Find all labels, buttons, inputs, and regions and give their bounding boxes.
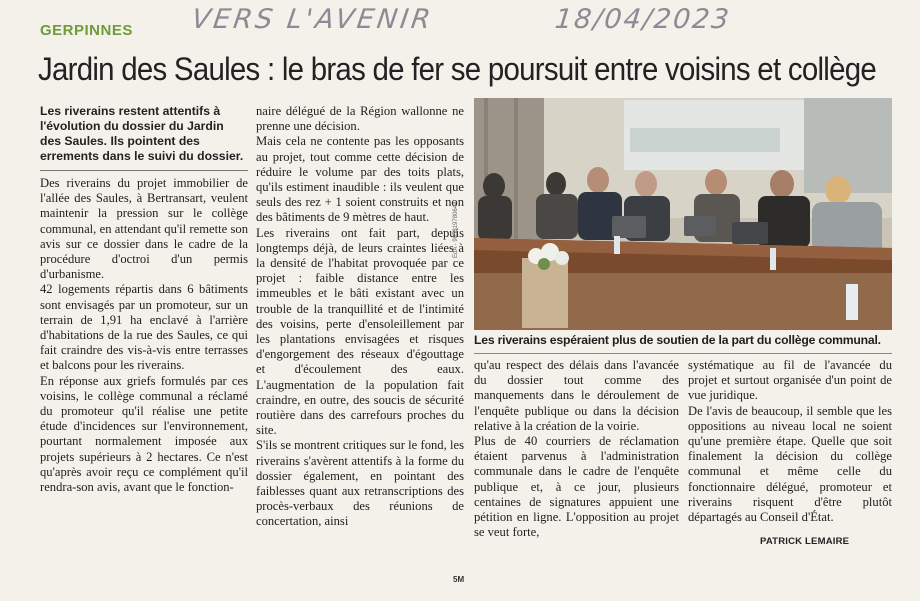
byline: PATRICK LEMAIRE [760,536,850,547]
photo-caption: Les riverains espéraient plus de soutien de la part du collège communal. [474,333,881,347]
date-stamp: 18/04/2023 [553,4,733,35]
paragraph: Plus de 40 courriers de réclamation étaient parvenus à l'administration communale dans le cadre de l'enquête publique et, à ce jour, plusieurs centaines de signatures appuient une pétition en ligne. L'opposition au projet se veut forte, [474,434,679,540]
headline: Jardin des Saules : le bras de fer se poursuit entre voisins et collège [38,51,876,87]
paragraph: Des riverains du projet immobilier de l'allée des Saules, à Bertransart, veulent maintenir la pression sur le collège communal, en attendant qu'il remette son avis sur ce dossier dans le cadre de la procédure d'octroi d'un permis d'urbanisme. [40,176,248,282]
column-3 [474,358,679,540]
paragraph: 42 logements répartis dans 6 bâtiments sont envisagés par un promoteur, sur un terrain de 1,91 ha enclavé à l'arrière d'habitations de la rue des Saules, ce qui fait craindre des vis-à-vis entre terrasses et balcons pour les riverains. [40,282,248,373]
paragraph: De l'avis de beaucoup, il semble que les oppositions au niveau local ne soient qu'une première étape. Quelle que soit finalement la décision du collège communal et même celle du fonctionnaire délégué, promoteur et riverains risquent d'être plutôt départagés au Conseil d'État. [688,403,892,525]
page-number: 5M [453,575,465,584]
paragraph: S'ils se montrent critiques sur le fond, les riverains s'avèrent attentifs à la forme du dossier également, en pointant des faiblesses quant aux retranscriptions des procès-verbaux des réunions de concertation, ainsi [256,438,464,529]
newspaper-stamp: VERS L'AVENIR [189,4,436,35]
paragraph: En réponse aux griefs formulés par ces voisins, le collège communal a réclamé du promoteur qu'il réalise une petite étude d'incidences sur l'environnement, pourtant normalement imposée aux projets supérieurs à 2 hectares. Ce n'est qu'après avoir reçu ce complément qu'il rendra-son avis, avant que le fonction- [40,373,248,495]
paragraph: Les riverains ont fait part, depuis longtemps déjà, de leurs craintes liées à la densité de l'habitat provoquée par ce projet : faible distance entre les immeubles et le bâti existant avec un trouble de la tranquillité et de l'intimité des voisins, perte d'ensoleillement par les plantations envisagées et risques d'engorgement des réseaux d'égouttage et d'écoulement des eaux. L'augmentation de la population fait craindre, en outre, des soucis de sécurité routière dans des carrefours proches du site. [256,225,464,438]
paragraph: qu'au respect des délais dans l'avancée du dossier tout comme des manquements dans le déroulement de l'enquête publique ou dans la décision relative à la création de la voirie. [474,358,679,433]
column-1 [40,176,248,495]
lead-divider [40,170,248,171]
paragraph: Mais cela ne contente pas les opposants au projet, tout comme cette décision de réduire le volume par des toits plats, qu'ils estiment inaudible : ils veulent que seuls des rez + 1 soient construits et non des bâtiments de 9 mètres de haut. [256,134,464,225]
section-label: GERPINNES [40,22,133,39]
paragraph: systématique au fil de l'avancée du projet et surtout organisée d'un point de vue juridique. [688,358,892,403]
column-2 [256,104,464,530]
caption-divider [474,353,892,354]
paragraph: naire délégué de la Région wallonne ne prenne une décision. [256,104,464,134]
photo-credit-id: EdA - 905819780644 [453,201,459,258]
meeting-photo [474,98,892,330]
article-lead: Les riverains restent attentifs à l'évolution du dossier du Jardin des Saules. Ils pointent des errements dans le suivi du dossier. [40,104,244,163]
column-4 [688,358,892,525]
